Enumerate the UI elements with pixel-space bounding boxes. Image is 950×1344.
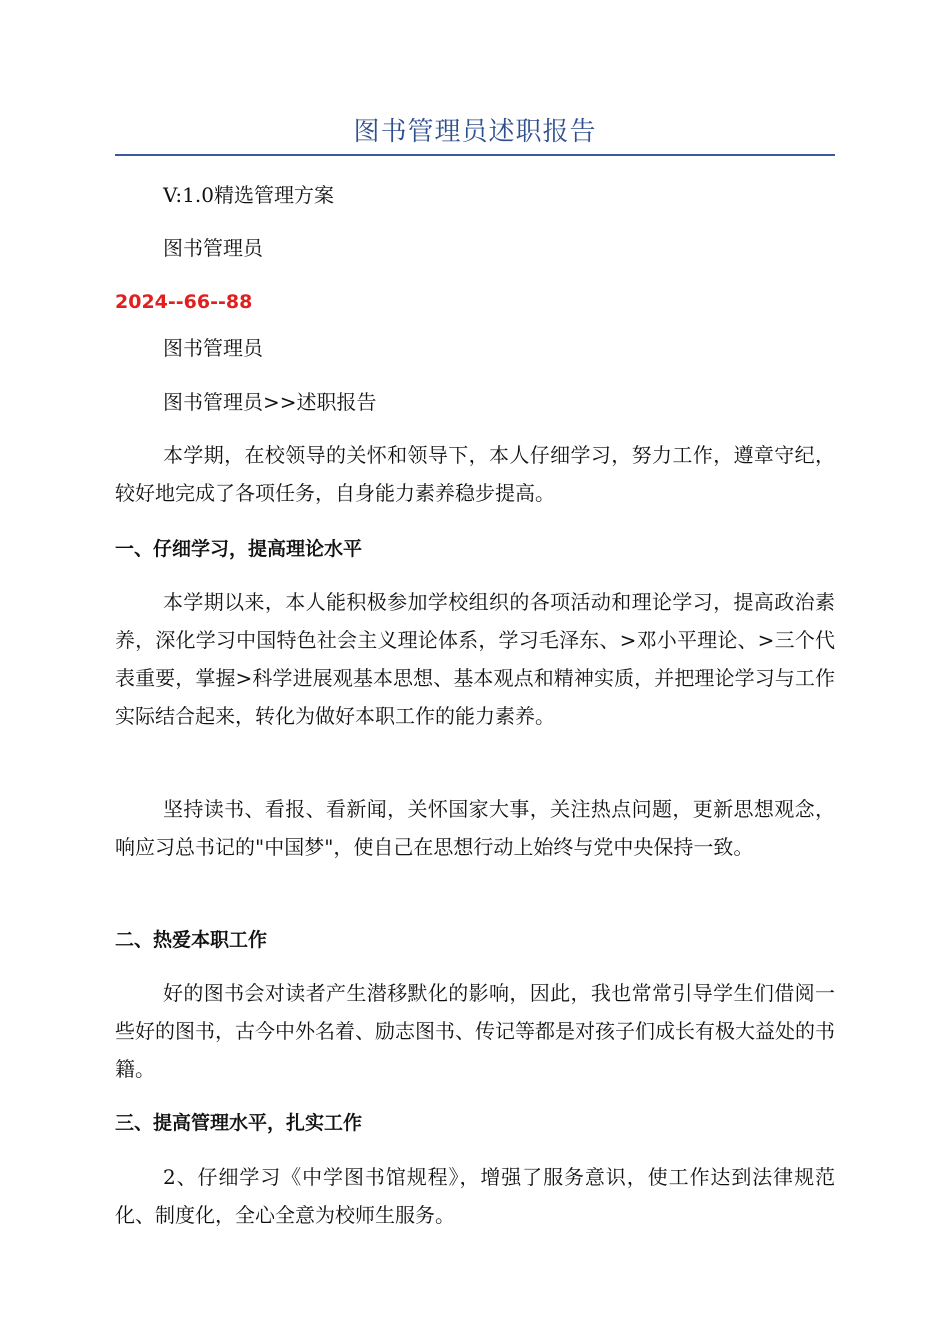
- section-2-paragraph-1: 好的图书会对读者产生潜移默化的影响，因此，我也常常引导学生们借阅一些好的图书，古今中外名着、励志图书、传记等都是对孩子们成长有极大益处的书籍。: [115, 981, 835, 1081]
- title-underline: [115, 154, 835, 156]
- section-1-paragraph-1: 本学期以来，本人能积极参加学校组织的各项活动和理论学习，提高政治素养，深化学习中国特色社会主义理论体系，学习毛泽东、>邓小平理论、>三个代表重要，掌握>科学进展观基本思想、基本观点和精神实质，并把理论学习与工作实际结合起来，转化为做好本职工作的能力素养。: [115, 590, 835, 728]
- author-line-repeat: 图书管理员: [163, 336, 263, 360]
- intro-paragraph: 本学期，在校领导的关怀和领导下，本人仔细学习，努力工作，遵章守纪，较好地完成了各项任务，自身能力素养稳步提高。: [115, 443, 835, 505]
- section-heading-3: 三、提高管理水平，扎实工作: [115, 1112, 363, 1134]
- author-line: 图书管理员: [163, 236, 263, 260]
- section-3-paragraph-1: 2、仔细学习《中学图书馆规程》，增强了服务意识，使工作达到法律规范化、制度化，全心全意为校师生服务。: [115, 1165, 835, 1227]
- breadcrumb-line: 图书管理员>>述职报告: [163, 390, 377, 414]
- document-date: 2024--66--88: [115, 291, 253, 313]
- section-1-paragraph-2: 坚持读书、看报、看新闻，关怀国家大事，关注热点问题，更新思想观念，响应习总书记的"中国梦"，使自己在思想行动上始终与党中央保持一致。: [115, 797, 835, 859]
- section-heading-1: 一、仔细学习，提高理论水平: [115, 538, 363, 560]
- section-heading-2: 二、热爱本职工作: [115, 929, 268, 951]
- document-title: 图书管理员述职报告: [353, 117, 597, 147]
- version-line: V:1.0精选管理方案: [163, 183, 334, 207]
